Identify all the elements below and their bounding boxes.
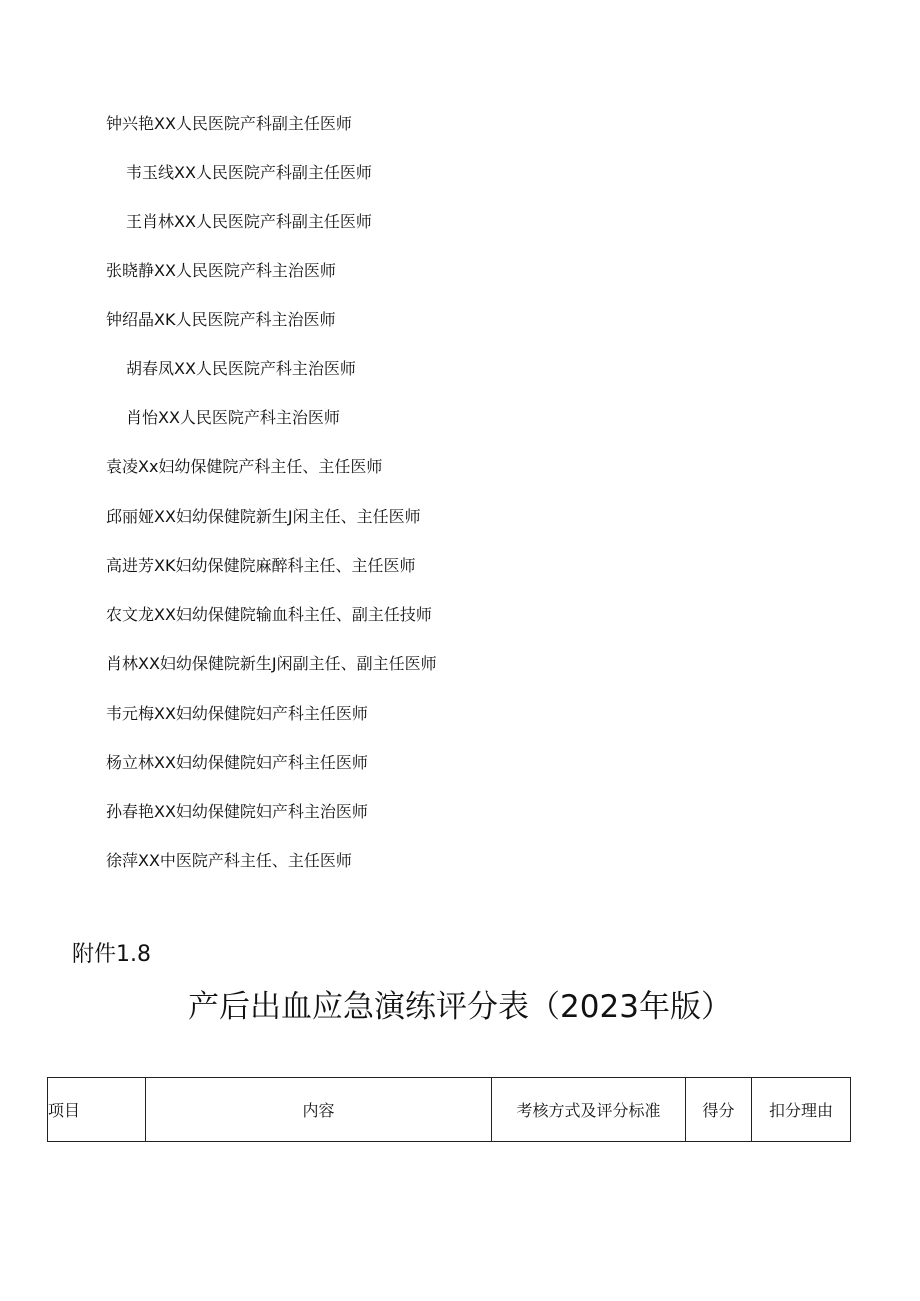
- list-item: 钟兴艳XX人民医院产科副主任医师: [106, 114, 352, 133]
- list-item: 张晓静XX人民医院产科主治医师: [106, 261, 336, 280]
- list-item: 胡春凤XX人民医院产科主治医师: [126, 359, 356, 378]
- list-item: 袁凌Xx妇幼保健院产科主任、主任医师: [106, 457, 383, 476]
- list-item: 杨立林XX妇幼保健院妇产科主任医师: [106, 753, 368, 772]
- header-method: 考核方式及评分标准: [492, 1078, 686, 1142]
- table-header-row: [48, 1078, 851, 1142]
- list-item: 钟绍晶XK人民医院产科主治医师: [106, 310, 336, 329]
- page-title: 产后出血应急演练评分表（2023年版）: [188, 989, 732, 1025]
- list-item: 农文龙XX妇幼保健院输血科主任、副主任技师: [106, 605, 432, 624]
- header-score: 得分: [686, 1078, 752, 1142]
- list-item: 韦玉线XX人民医院产科副主任医师: [126, 163, 372, 182]
- list-item: 邱丽娅XX妇幼保健院新生J闲主任、主任医师: [106, 507, 421, 526]
- list-item: 韦元梅XX妇幼保健院妇产科主任医师: [106, 704, 368, 723]
- header-project: 项目: [48, 1078, 146, 1142]
- header-deduction-reason: 扣分理由: [752, 1078, 851, 1142]
- list-item: 肖怡XX人民医院产科主治医师: [126, 408, 340, 427]
- list-item: 徐萍XX中医院产科主任、主任医师: [106, 851, 352, 870]
- list-item: 肖林XX妇幼保健院新生J闲副主任、副主任医师: [106, 654, 437, 673]
- attachment-label: 附件1.8: [72, 942, 151, 967]
- list-item: 王肖林XX人民医院产科副主任医师: [126, 212, 372, 231]
- score-table: [47, 1077, 851, 1142]
- list-item: 高进芳XK妇幼保健院麻醉科主任、主任医师: [106, 556, 416, 575]
- list-item: 孙春艳XX妇幼保健院妇产科主治医师: [106, 802, 368, 821]
- header-content: 内容: [146, 1078, 492, 1142]
